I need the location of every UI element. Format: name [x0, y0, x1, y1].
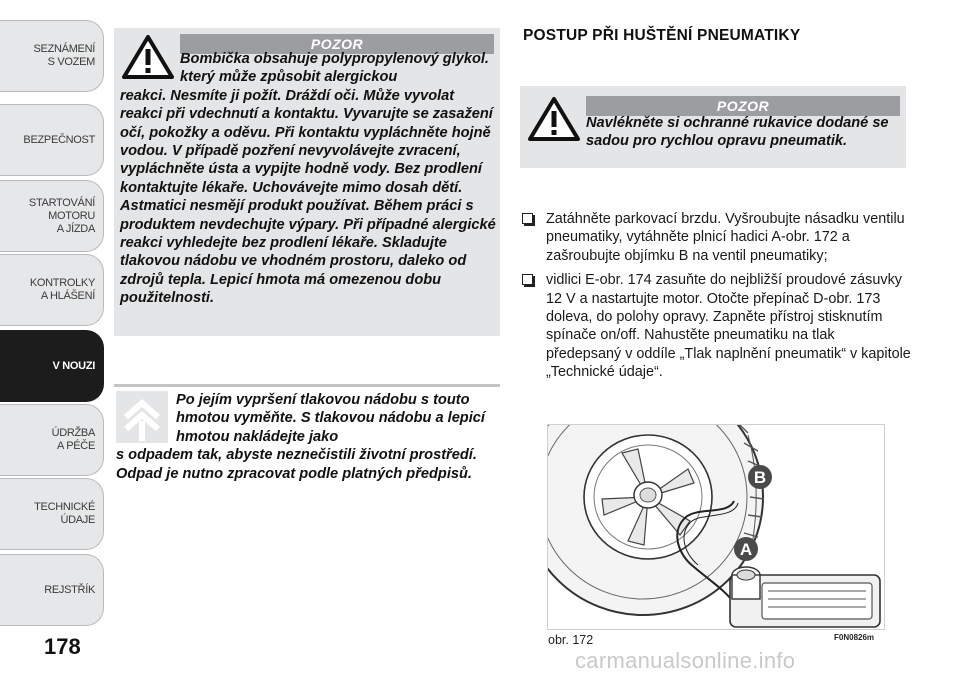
checkbox-bullet-icon	[522, 213, 533, 224]
step-text: vidlici E-obr. 174 zasuňte do nejbližší proudové zásuvky 12 V a nastartujte motor. Otočte přepínač D-obr. 173 doleva, do polohy opravy. Zapněte přístroj stisknutím spínače on/off. Nahustěte pneumatiku na tlak předepsaný v oddíle „Tlak naplnění pneumatik“ v kapitole „Technické údaje“.	[546, 272, 911, 381]
environment-note	[116, 391, 500, 483]
procedure-steps	[522, 210, 912, 388]
section-title: POSTUP PŘI HUŠTĚNÍ PNEUMATIKY	[523, 27, 801, 44]
tab-bezpecnost[interactable]	[0, 104, 104, 176]
tab-technicke[interactable]	[0, 478, 104, 550]
callout-a-label: A	[739, 540, 753, 559]
tab-rejstrik[interactable]	[0, 554, 104, 626]
tab-udrzba[interactable]	[0, 404, 104, 476]
callout-b-label: B	[753, 468, 767, 487]
tab-label: REJSTŘÍK	[44, 583, 95, 596]
warning-triangle-icon	[528, 96, 580, 142]
tab-v-nouzi[interactable]	[0, 330, 104, 402]
warning-header: POZOR	[586, 96, 900, 116]
warning-box-gloves	[520, 86, 906, 168]
tab-label: STARTOVÁNÍ MOTORU A JÍZDA	[28, 196, 95, 235]
tab-label: V NOUZI	[52, 359, 95, 372]
tab-startovani[interactable]	[0, 180, 104, 252]
note-text-body: s odpadem tak, abyste neznečistili životní prostředí. Odpad je nutno zpracovat podle platných předpisů.	[116, 447, 477, 482]
note-text-lead: Po jejím vypršení tlakovou nádobu s touto hmotou vyměňte. S tlakovou nádobu a lepicí hmotou nakládejte jako	[176, 392, 485, 445]
tab-label: BEZPEČNOST	[23, 133, 95, 146]
list-item	[522, 271, 912, 381]
tab-seznameni[interactable]	[0, 20, 104, 92]
checkbox-bullet-icon	[522, 274, 533, 285]
tab-label: ÚDRŽBA A PÉČE	[51, 427, 95, 452]
tab-label: SEZNÁMENÍ S VOZEM	[33, 43, 95, 68]
compressor-icon	[730, 567, 880, 627]
watermark: carmanualsonline.info	[575, 648, 796, 673]
figure-tire-compressor	[547, 424, 885, 630]
warning-text	[120, 50, 498, 308]
tab-kontrolky[interactable]	[0, 254, 104, 326]
note-divider	[114, 384, 500, 387]
warning-header: POZOR	[180, 34, 494, 54]
step-text: Zatáhněte parkovací brzdu. Vyšroubujte násadku ventilu pneumatiky, vytáhněte plnicí hadici A-obr. 172 a zašroubujte objímku B na ventil pneumatiky;	[546, 211, 905, 264]
warning-text-lead: Bombička obsahuje polypropylenový glykol. který může způsobit alergickou	[180, 51, 489, 86]
tab-label: TECHNICKÉ ÚDAJE	[34, 501, 95, 526]
figure-code: F0N0826m	[834, 633, 875, 642]
page-number: 178	[44, 634, 81, 659]
tire-inflation-illustration	[548, 425, 885, 630]
figure-caption: obr. 172	[548, 633, 594, 647]
warning-text: Navlékněte si ochranné rukavice dodané se sadou pro rychlou opravu pneumatik.	[586, 115, 889, 150]
warning-box-allergy	[114, 28, 500, 336]
warning-text-body: reakci. Nesmíte ji požít. Dráždí oči. Může vyvolat reakci při vdechnutí a kontaktu. Vyvarujte se zasažení očí, pokožky a oděvu. Při kontaktu vypláchněte hojně vodou. V případě pozření nevyvolávejte zvracení, vypláchněte ústa a vypijte hodně vody. Bez prodlení kontaktujte lékaře. Uchovávejte mimo dosah dětí. Astmatici nesmějí produkt používat. Během práci s produktem nevdechujte výpary. Při případné alergické reakci vyhledejte bez prodlení lékaře. Skladujte tlakovou nádobu ve vhodném prostoru, daleko od zdrojů tepla. Lepicí hmota má omezenou dobu použitelnosti.	[120, 87, 496, 307]
tab-label: KONTROLKY A HLÁŠENÍ	[29, 277, 95, 302]
list-item	[522, 210, 912, 265]
